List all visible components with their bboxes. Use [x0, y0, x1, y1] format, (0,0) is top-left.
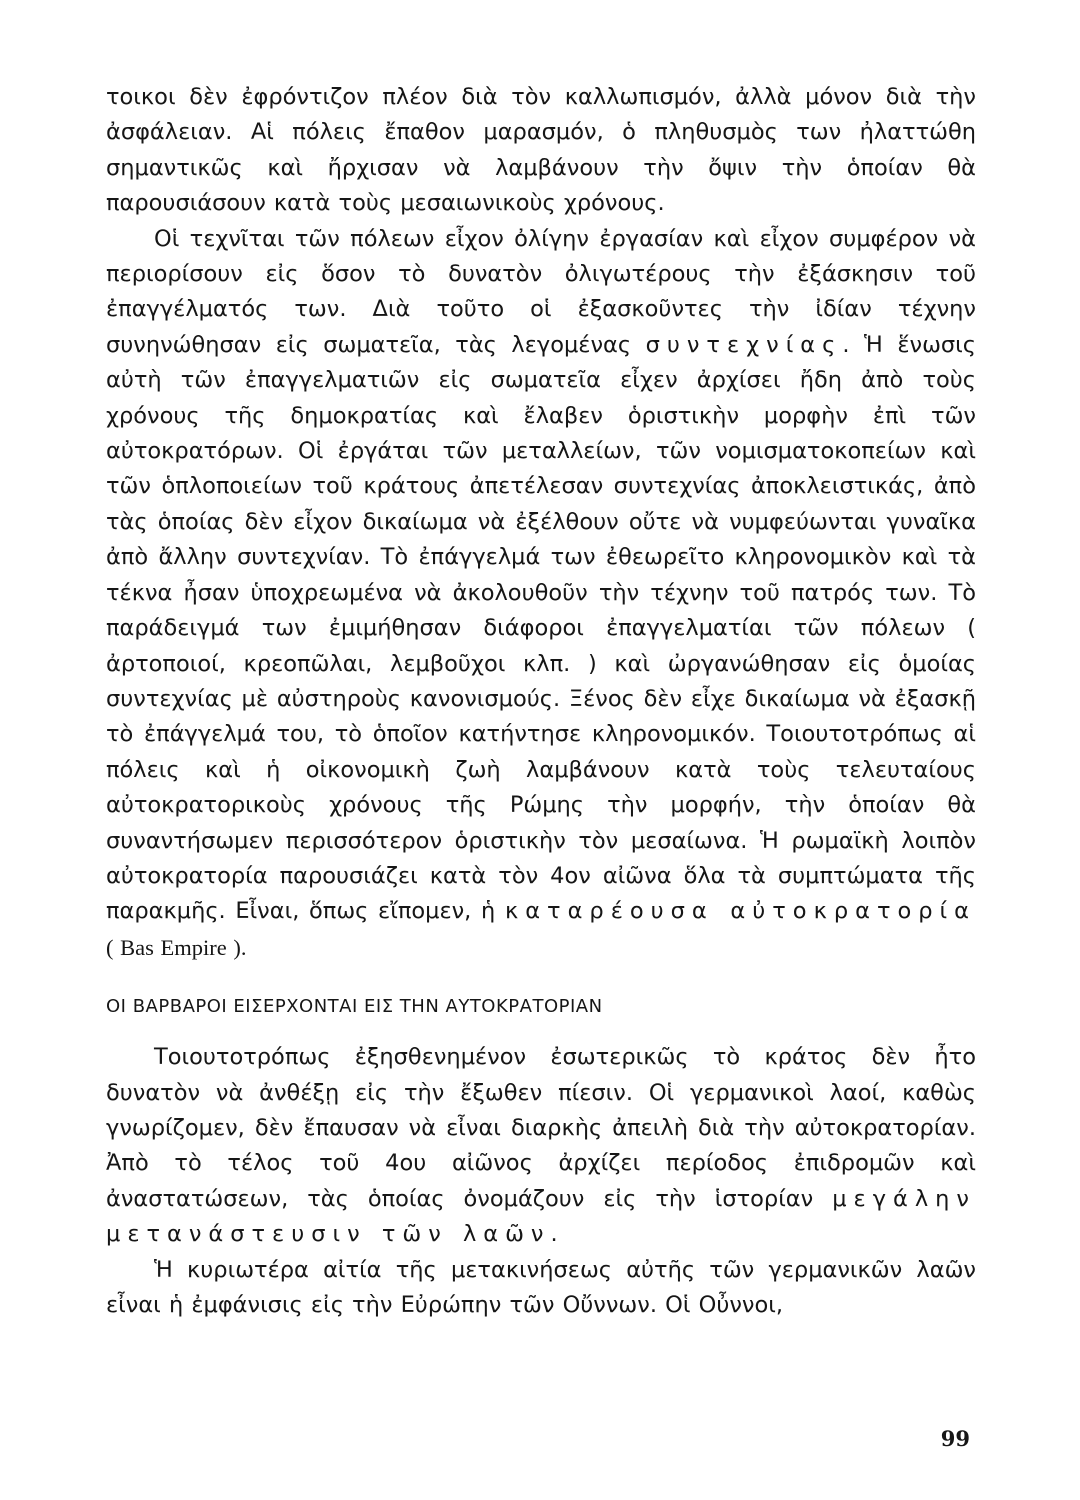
paragraph-guilds-text: Οἱ τεχνῖται τῶν πόλεων εἶχον ὀλίγην ἐργασίαν καὶ εἶχον συμφέρον νὰ περιορίσουν εἰς ὅσον τὸ δυνατὸν ὀλιγωτέρους τὴν ἐξάσκησιν τοῦ ἐπαγγέλματός των. Διὰ τοῦτο οἱ ἐξασκοῦντες τὴν ἰδίαν τέχνην συνηνώθησαν εἰς σωματεῖα, τὰς λεγομένας: [106, 225, 976, 358]
section-heading: ΟΙ ΒΑΡΒΑΡΟΙ ΕΙΣΕΡΧΟΝΤΑΙ ΕΙΣ ΤΗΝ ΑΥΤΟΚΡΑΤΟΡΙΑΝ: [106, 996, 603, 1018]
paragraph-guilds: [106, 222, 976, 967]
term-decaying-empire: καταρέουσα αὐτοκρατορία: [504, 898, 976, 925]
term-bas-empire: ( Bas Empire ).: [106, 934, 247, 960]
paragraph-huns: Ἡ κυριωτέρα αἰτία τῆς μετακινήσεως αὐτῆς τῶν γερμανικῶν λαῶν εἶναι ἡ ἐμφάνισις εἰς τὴν Εὐρώπην τῶν Οὔννων. Οἱ Οὖννοι,: [106, 1256, 976, 1318]
paragraph-intro: τοικοι δὲν ἐφρόντιζον πλέον διὰ τὸν καλλωπισμόν, ἀλλὰ μόνον διὰ τὴν ἀσφάλειαν. Αἱ πόλεις ἔπαθον μαρασμόν, ὁ πληθυσμὸς των ἠλαττώθη σημαντικῶς καὶ ἤρχισαν νὰ λαμβάνουν τὴν ὄψιν τὴν ὁποίαν θὰ παρουσιάσουν κατὰ τοὺς μεσαιωνικοὺς χρόνους.: [106, 84, 976, 217]
page-number: 99: [940, 1426, 970, 1451]
paragraph-migration-end: .: [550, 1221, 558, 1248]
paragraph-migration: [106, 1040, 976, 1252]
paragraph-guilds-continuation: . Ἡ ἕνωσις αὐτὴ τῶν ἐπαγγελματιῶν εἰς σωματεῖα εἶχεν ἀρχίσει ἤδη ἀπὸ τοὺς χρόνους τῆς δημοκρατίας καὶ ἔλαβεν ὁριστικὴν μορφὴν ἐπὶ τῶν αὐτοκρατόρων. Οἱ ἐργάται τῶν μεταλλείων, τῶν νομισματοκοπείων καὶ τῶν ὁπλοποιείων τοῦ κράτους ἀπετέλεσαν συντεχνίας ἀποκλειστικάς, ἀπὸ τὰς ὁποίας δὲν εἶχον δικαίωμα νὰ ἐξέλθουν οὔτε νὰ νυμφεύωνται γυναῖκα ἀπὸ ἄλλην συντεχνίαν. Τὸ ἐπάγγελμά των ἐθεωρεῖτο κληρονομικὸν καὶ τὰ τέκνα ἦσαν ὑποχρεωμένα νὰ ἀκολουθοῦν τὴν τέχνην τοῦ πατρός των. Τὸ παράδειγμά των ἐμιμήθησαν διάφοροι ἐπαγγελματίαι τῶν πόλεων ( ἀρτοποιοί, κρεοπῶλαι, λεμβοῦχοι κλπ. ) καὶ ὠργανώθησαν εἰς ὁμοίας συντεχνίας μὲ αὐστηροὺς κανονισμούς. Ξένος δὲν εἶχε δικαίωμα νὰ ἐξασκῇ τὸ ἐπάγγελμά του, τὸ ὁποῖον κατήντησε κληρονομικόν. Τοιουτοτρόπως αἱ πόλεις καὶ ἡ οἰκονομικὴ ζωὴ λαμβάνουν κατὰ τοὺς τελευταίους αὐτοκρατορικοὺς χρόνους τῆς Ρώμης τὴν μορφήν, τὴν ὁποίαν θὰ συναντήσωμεν περισσότερον ὁριστικὴν τὸν μεσαίωνα. Ἡ ρωμαϊκὴ λοιπὸν αὐτοκρατορία παρουσιάζει κατὰ τὸν 4ον αἰῶνα ὅλα τὰ συμπτώματα τῆς παρακμῆς. Εἶναι, ὅπως εἴπομεν, ἡ: [106, 331, 977, 925]
paragraph-migration-text: Τοιουτοτρόπως ἐξησθενημένον ἐσωτερικῶς τὸ κράτος δὲν ἦτο δυνατὸν νὰ ἀνθέξῃ εἰς τὴν ἔξωθεν πίεσιν. Οἱ γερμανικοὶ λαοί, καθὼς γνωρίζομεν, δὲν ἔπαυσαν νὰ εἶναι διαρκὴς ἀπειλὴ διὰ τὴν αὐτοκρατορίαν. Ἀπὸ τὸ τέλος τοῦ 4ου αἰῶνος ἀρχίζει περίοδος ἐπιδρομῶν καὶ ἀναστατώσεων, τὰς ὁποίας ὀνομάζουν εἰς τὴν ἱστορίαν: [106, 1044, 976, 1212]
term-guilds: συντεχνίας: [645, 331, 843, 358]
page-body: [106, 80, 976, 1323]
term-great-migration: μεγάλην μετανάστευσιν τῶν λαῶν: [106, 1185, 976, 1248]
